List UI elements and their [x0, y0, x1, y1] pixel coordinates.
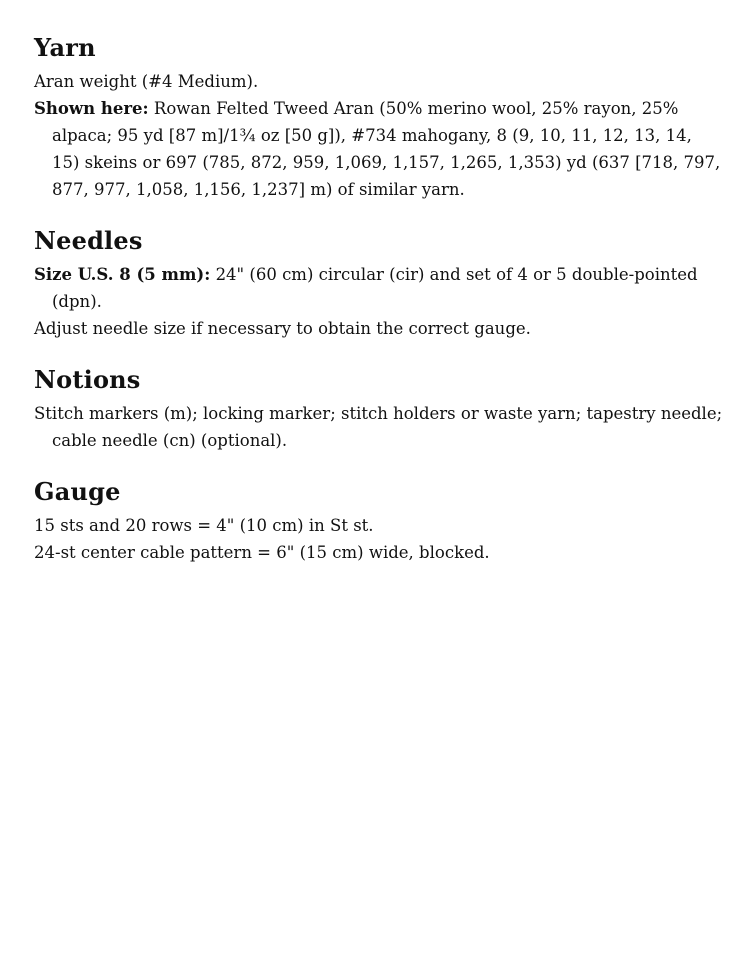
needles-heading: Needles: [34, 226, 143, 255]
gauge-cable-pattern: 24-st center cable pattern = 6" (15 cm) wide, blocked.: [34, 543, 490, 562]
needle-size-label: Size U.S. 8 (5 mm):: [34, 265, 211, 284]
gauge-stitches-rows: 15 sts and 20 rows = 4" (10 cm) in St st.: [34, 516, 374, 535]
notions-list: Stitch markers (m); locking marker; stitch holders or waste yarn; tapestry needle; cable needle (cn) (optional).: [34, 404, 723, 450]
pattern-materials-page: [34, 34, 724, 590]
yarn-section: [34, 34, 724, 203]
yarn-weight: Aran weight (#4 Medium).: [34, 72, 259, 91]
needle-size-text: 24" (60 cm) circular (cir) and set of 4 or 5 double-pointed (dpn).: [52, 265, 698, 311]
needles-section: [34, 227, 724, 342]
gauge-section: [34, 478, 724, 566]
needle-adjust-note: Adjust needle size if necessary to obtain the correct gauge.: [34, 319, 531, 338]
notions-section: [34, 366, 724, 454]
yarn-shown-here: [34, 95, 724, 203]
yarn-heading: Yarn: [34, 33, 96, 62]
shown-here-text: Rowan Felted Tweed Aran (50% merino wool, 25% rayon, 25% alpaca; 95 yd [87 m]/1¾ oz [50 g]), #734 mahogany, 8 (9, 10, 11, 12, 13, 14, 15) skeins or 697 (785, 872, 959, 1,069, 1,157, 1,265, 1,353) yd (637 [718, 797, 877, 977, 1,058, 1,156, 1,237] m) of similar yarn.: [52, 99, 721, 199]
notions-heading: Notions: [34, 365, 141, 394]
gauge-heading: Gauge: [34, 477, 121, 506]
needle-size: [34, 261, 724, 315]
shown-here-label: Shown here:: [34, 99, 149, 118]
